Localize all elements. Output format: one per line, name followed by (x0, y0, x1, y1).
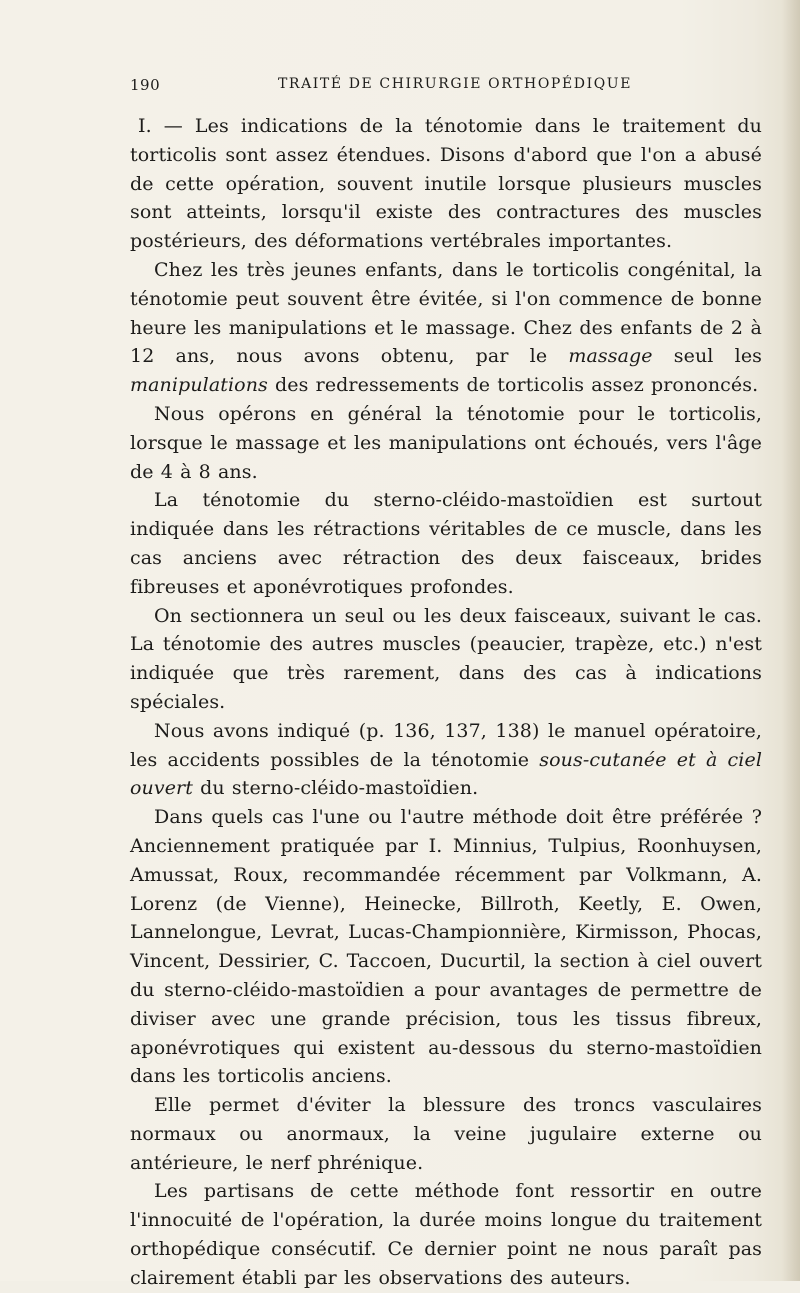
paragraph-young-children (130, 256, 762, 400)
body-text (130, 112, 762, 1293)
text-span: du sterno-cléido-mastoïdien. (192, 777, 479, 800)
page-number: 190 (130, 76, 161, 94)
paragraph-indications: I. — Les indications de la ténotomie dans le traitement du torticolis sont assez étendues. Disons d'abord que l'on a abusé de cette opération, souvent inutile lorsque plusieurs muscles sont atteints, lorsqu'il existe des contractures des muscles postérieurs, des déformations vertébrales importantes. (130, 115, 762, 253)
page-edge-shadow (782, 0, 800, 1281)
paragraph-faisceaux: On sectionnera un seul ou les deux faisceaux, suivant le cas. La ténotomie des autres muscles (peaucier, trapèze, etc.) n'est indiquée que très rarement, dans des cas à indications spéciales. (130, 604, 762, 713)
paragraph-sterno: La ténotomie du sterno-cléido-mastoïdien est surtout indiquée dans les rétractions véritables de ce muscle, dans les cas anciens avec rétraction des deux faisceaux, brides fibreuses et aponévrotiques profondes. (130, 489, 762, 598)
paragraph-blessure: Elle permet d'éviter la blessure des troncs vasculaires normaux ou anormaux, la veine jugulaire externe ou antérieure, le nerf phrénique. (130, 1094, 762, 1174)
text-span: Chez les très jeunes enfants, dans le torticolis congénital, la ténotomie peut souvent être évitée, si l'on commence de bonne heure les manipulations et le massage. Chez des enfants de 2 à 12 ans, nous avons obtenu, par le (130, 258, 762, 368)
paragraph-manuel (130, 717, 762, 803)
text-span: Nous avons indiqué (p. 136, 137, 138) le manuel opératoire, les accidents possibles de la ténotomie (130, 719, 762, 771)
paragraph-partisans: Les partisans de cette méthode font ressortir en outre l'innocuité de l'opération, la durée moins longue du traitement orthopédique consécutif. Ce dernier point ne nous paraît pas clairement établi par les observations des auteurs. (130, 1180, 762, 1289)
italic-term: massage (568, 345, 653, 368)
italic-term: manipulations (130, 374, 268, 397)
italic-term: sous-cutanée et à ciel ouvert (130, 748, 762, 800)
page-header (130, 76, 760, 100)
text-span: seul les (652, 345, 763, 368)
paragraph-age: Nous opérons en général la ténotomie pour le torticolis, lorsque le massage et les manipulations ont échoués, vers l'âge de 4 à 8 ans. (130, 402, 762, 483)
paragraph-methode: Dans quels cas l'une ou l'autre méthode doit être préférée ? Anciennement pratiquée par I. Minnius, Tulpius, Roonhuysen, Amussat, Roux, recommandée récemment par Volkmann, A. Lorenz (de Vienne), Heinecke, Billroth, Keetly, E. Owen, Lannelongue, Levrat, Lucas-Championnière, Kirmisson, Phocas, Vincent, Dessirier, C. Taccoen, Ducurtil, la section à ciel ouvert du sterno-cléido-mastoïdien a pour avantages de permettre de diviser avec une grande précision, tous les tissus fibreux, aponévrotiques qui existent au-dessous du sterno-mastoïdien dans les torticolis anciens. (130, 806, 762, 1088)
text-span: des redressements de torticolis assez prononcés. (267, 374, 759, 397)
running-title: TRAITÉ DE CHIRURGIE ORTHOPÉDIQUE (277, 76, 633, 92)
